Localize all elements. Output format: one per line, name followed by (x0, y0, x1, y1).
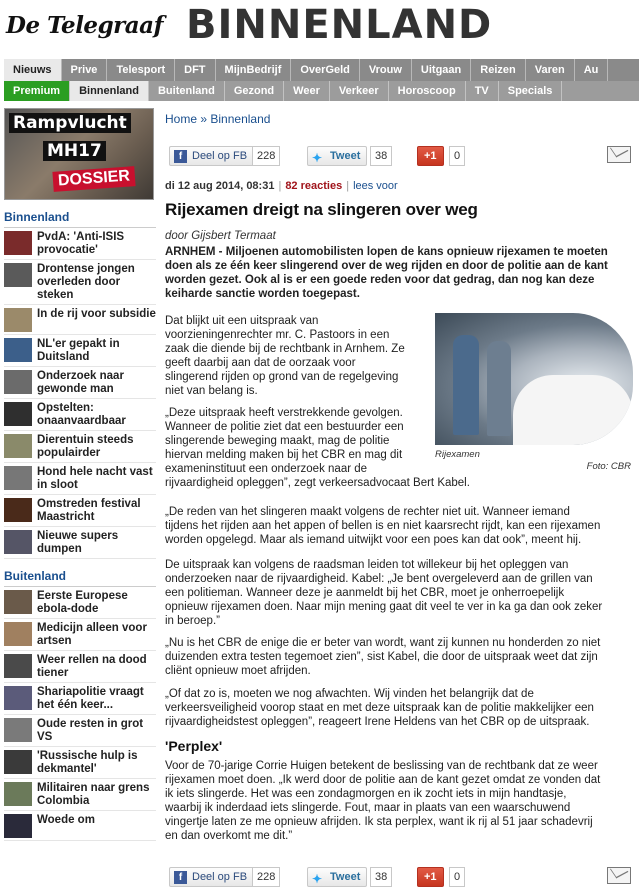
google-plus-button-bottom[interactable]: +1 (417, 867, 444, 887)
list-item[interactable] (4, 811, 156, 841)
thumbnail (4, 750, 32, 774)
photo-caption: Rijexamen (435, 449, 480, 460)
list-item-title: Onderzoek naar gewonde man (37, 370, 124, 395)
nav-item-premium[interactable]: Premium (4, 81, 70, 101)
facebook-icon: f (174, 150, 187, 163)
list-item-title: Woede om (37, 814, 95, 826)
list-item[interactable] (4, 463, 156, 495)
text-line: een politieman. Wanneer deze je aanmeldt bij het CBR, moet je onherroepelijk (165, 587, 565, 599)
breadcrumb (165, 112, 639, 126)
email-icon[interactable] (607, 867, 631, 884)
list-item-title: Hond hele nacht vast in sloot (37, 466, 153, 491)
thumbnail (4, 466, 32, 490)
list-item[interactable] (4, 228, 156, 260)
thumbnail (4, 498, 32, 522)
twitter-icon: ✦ (312, 872, 323, 886)
list-item[interactable] (4, 527, 156, 559)
text-line: vingertje laten ze me opnieuw afrijden. Ik sta perplex, want ik rij al 51 jaar schadevrij (165, 816, 593, 828)
text-line: „Deze uitspraak heeft verstrekkende gevolgen. (165, 407, 403, 419)
list-item-title: Militairen naar grens Colombia (37, 782, 150, 807)
text-line: rijvaardigheid opleggen”, zegt verkeersadvocaat Bert Kabel. (165, 477, 470, 489)
text-line: Dat blijkt uit een uitspraak van (165, 315, 319, 327)
text-line: geeft daarbij aan dat de oorzaak voor (165, 357, 356, 369)
nav-item-overgeld[interactable]: OverGeld (291, 59, 360, 81)
buitenland-list (4, 587, 156, 841)
text-line: hiervan melding maken bij het CBR en mag dit (165, 449, 403, 461)
tw-count: 38 (370, 146, 392, 166)
tw-count: 38 (370, 867, 392, 887)
reactions-link[interactable]: 82 reacties (285, 180, 343, 192)
paragraph-4 (165, 558, 602, 628)
paragraph-7 (165, 759, 600, 843)
text-line: De uitspraak kan volgens de raadsman leiden tot willekeur bij het opleggen van (165, 559, 569, 571)
thumbnail (4, 231, 32, 255)
list-item-title: Opstelten: onaanvaardbaar (37, 402, 126, 427)
nav-item-mijnbedrijf[interactable]: MijnBedrijf (216, 59, 292, 81)
google-plus-button[interactable]: +1 (417, 146, 444, 166)
gp-count: 0 (449, 867, 465, 887)
list-item-title: Drontense jongen overleden door steken (37, 263, 135, 301)
list-item[interactable] (4, 715, 156, 747)
text-line: in beroep.” (165, 615, 220, 627)
mh17-dossier-banner[interactable] (4, 108, 154, 200)
text-line: ik iets slingerde. Het was een zondagmorgen en ik zocht iets in mijn handtasje, (165, 788, 567, 800)
nav-item-telesport[interactable]: Telesport (107, 59, 175, 81)
dossier-badge: DOSSIER (52, 166, 135, 192)
site-header (0, 0, 639, 56)
nav-item-nieuws[interactable]: Nieuws (4, 59, 62, 81)
paragraph-3 (165, 505, 600, 547)
list-item[interactable] (4, 779, 156, 811)
nav-item-tv[interactable]: TV (466, 81, 499, 101)
article (165, 108, 639, 886)
thumbnail (4, 263, 32, 287)
text-line: verkeersveiligheid voorop staat en met deze uitspraak kan de politie makkelijker een (165, 702, 594, 714)
text-line: exameninstituut een onderzoek naar de (165, 463, 368, 475)
nav-item-specials[interactable]: Specials (499, 81, 563, 101)
nav-item-vrouw[interactable]: Vrouw (360, 59, 412, 81)
list-item-title: Eerste Europese ebola-dode (37, 590, 128, 615)
list-item[interactable] (4, 367, 156, 399)
list-item-title: PvdA: 'Anti-ISIS provocatie' (37, 231, 125, 256)
list-item-title: Dierentuin steeds populairder (37, 434, 134, 459)
text-line: „Of dat zo is, moeten we nog afwachten. Wij vinden het belangrijk dat de (165, 688, 534, 700)
article-meta: di 12 aug 2014, 08:31 | 82 reacties | lees voor (165, 180, 398, 192)
facebook-share-button[interactable] (169, 146, 254, 166)
tw-label: Tweet (330, 871, 361, 883)
thumbnail (4, 530, 32, 554)
text-line: zaak die diende bij de rechtbank in Arnhem. Ze (165, 343, 405, 355)
list-item-title: 'Russische hulp is dekmantel' (37, 750, 138, 775)
fb-label: Deel op FB (192, 150, 248, 162)
list-item-title: Weer rellen na dood tiener (37, 654, 147, 679)
nav-item-verkeer[interactable]: Verkeer (330, 81, 389, 101)
breadcrumb-separator: » (200, 112, 208, 126)
thumbnail (4, 622, 32, 646)
list-item-title: Omstreden festival Maastricht (37, 498, 141, 523)
site-logo[interactable]: De Telegraaf (6, 12, 163, 39)
text-line: onderzoeken naar de rijvaardigheid. Kabel: „Je bent overgeleverd aan de grillen van (165, 573, 593, 585)
article-byline: door Gijsbert Termaat (165, 230, 276, 242)
article-title: Rijexamen dreigt na slingeren over weg (165, 200, 478, 219)
list-item-title: Medicijn alleen voor artsen (37, 622, 147, 647)
text-line: rijvaardigheidstest opleggen”, reageert Irene Heldens van het CBR op de uitspraak. (165, 716, 590, 728)
sidebar-heading-binnenland[interactable]: Binnenland (4, 210, 156, 228)
breadcrumb-home[interactable]: Home (165, 112, 198, 126)
dossier-line1: Rampvlucht (9, 113, 131, 133)
binnenland-list (4, 228, 156, 559)
thumbnail (4, 338, 32, 362)
text-line: en dan overkomt me dit.” (165, 830, 293, 842)
nav-item-buitenland[interactable]: Buitenland (149, 81, 225, 101)
fb-count: 228 (252, 867, 280, 887)
article-intro: ARNHEM - Miljoenen automobilisten lopen de kans opnieuw rijexamen te moeten doen als ze één keer slingerend over de weg rijden en door de politie aan de kant worden gezet. Ook al is er een goede reden voor dat gedrag, dan nog kan deze keiharde sanctie worden toegepast. (165, 246, 608, 300)
list-item[interactable] (4, 619, 156, 651)
list-item[interactable] (4, 335, 156, 367)
text-line: rijexamen moet doen. „Ik werd door de politie aan de kant gezet omdat ze vonden dat (165, 774, 601, 786)
twitter-icon: ✦ (312, 151, 323, 165)
section-title: BINNENLAND (186, 2, 493, 48)
text-line: slingerend rijden op grond van de regelgeving (165, 371, 399, 383)
paragraph-5 (165, 636, 600, 678)
secondary-nav (4, 81, 639, 101)
read-aloud-link[interactable]: lees voor (353, 180, 398, 192)
primary-nav (4, 59, 639, 81)
text-line: Wanneer de politie ziet dat een bestuurder een (165, 421, 404, 433)
list-item-title: In de rij voor subsidie (37, 308, 156, 320)
breadcrumb-section[interactable]: Binnenland (210, 112, 271, 126)
list-item[interactable] (4, 587, 156, 619)
text-line: „Nu is het CBR de enige die er beter van wordt, want zij kunnen nu honderden zo niet (165, 637, 601, 649)
text-line: Voor de 70-jarige Corrie Huigen betekent de beslissing van de rechtbank dat ze weer (165, 760, 598, 772)
thumbnail (4, 434, 32, 458)
nav-item-reizen[interactable]: Reizen (471, 59, 525, 81)
nav-item-dft[interactable]: DFT (175, 59, 215, 81)
text-line: niet van belang is. (165, 385, 258, 397)
list-item-title: NL'er gepakt in Duitsland (37, 338, 120, 363)
list-item-title: Nieuwe supers dumpen (37, 530, 119, 555)
nav-item-weer[interactable]: Weer (284, 81, 330, 101)
photo-credit: Foto: CBR (586, 461, 631, 472)
paragraph-6 (165, 687, 594, 729)
email-icon[interactable] (607, 146, 631, 163)
list-item[interactable] (4, 747, 156, 779)
list-item[interactable] (4, 260, 156, 305)
share-bar-top (165, 146, 639, 168)
thumbnail (4, 370, 32, 394)
facebook-share-button-bottom[interactable] (169, 867, 254, 887)
nav-item-gezond[interactable]: Gezond (225, 81, 284, 101)
nav-item-binnenland[interactable]: Binnenland (70, 81, 149, 101)
text-line: voorzieningenrechter mr. C. Pastoors in een (165, 329, 390, 341)
article-date: di 12 aug 2014, 08:31 (165, 180, 275, 192)
thumbnail (4, 782, 32, 806)
thumbnail (4, 308, 32, 332)
thumbnail (4, 590, 32, 614)
share-bar-bottom (165, 867, 639, 889)
text-line: waarbij ik inderdaad iets slingerde. Fout, maar in plaats van een waarschuwend (165, 802, 571, 814)
paragraph-2 (165, 406, 470, 490)
text-line: duizenden extra testen tegemoet zien”, sist Kabel, die door de uitspraak weet dat zijn (165, 651, 598, 663)
list-item[interactable] (4, 305, 156, 335)
nav-item-varen[interactable]: Varen (526, 59, 575, 81)
tw-label: Tweet (330, 150, 361, 162)
thumbnail (4, 402, 32, 426)
list-item[interactable] (4, 431, 156, 463)
article-subheading: 'Perplex' (165, 738, 223, 754)
gp-count: 0 (449, 146, 465, 166)
list-item-title: Oude resten in grot VS (37, 718, 144, 743)
nav-item-au[interactable]: Au (575, 59, 609, 81)
facebook-icon: f (174, 871, 187, 884)
text-line: cliënt opnieuw moet afrijden. (165, 665, 311, 677)
nav-item-horoscoop[interactable]: Horoscoop (389, 81, 466, 101)
thumbnail (4, 686, 32, 710)
nav-item-prive[interactable]: Prive (62, 59, 108, 81)
text-line: opnieuw rijexamen doen. Naar mijn mening gaat dit veel te ver in ka ga dan ook zeker (165, 601, 603, 613)
thumbnail (4, 718, 32, 742)
tweet-button-bottom[interactable] (307, 867, 367, 887)
fb-label: Deel op FB (192, 871, 248, 883)
sidebar (4, 108, 156, 841)
thumbnail (4, 814, 32, 838)
list-item-title: Shariapolitie vraagt het één keer... (37, 686, 144, 711)
text-line: „De reden van het slingeren maakt volgens de rechter niet uit. Wanneer iemand (165, 506, 570, 518)
sidebar-heading-buitenland[interactable]: Buitenland (4, 569, 156, 587)
fb-count: 228 (252, 146, 280, 166)
tweet-button[interactable] (307, 146, 367, 166)
list-item[interactable] (4, 683, 156, 715)
thumbnail (4, 654, 32, 678)
nav-item-uitgaan[interactable]: Uitgaan (412, 59, 471, 81)
list-item[interactable] (4, 495, 156, 527)
list-item[interactable] (4, 651, 156, 683)
text-line: tijdens het rijden aan het appen of bellen is en niet kaarsrecht rijdt, kan een rijexamen (165, 520, 601, 532)
text-line: worden opgelegd. Maar als iemand uitwijkt voor een poes kan dat ook”, meent hij. (165, 534, 582, 546)
paragraph-1 (165, 314, 405, 398)
list-item[interactable] (4, 399, 156, 431)
dossier-line2: MH17 (43, 141, 106, 161)
text-line: slingerende beweging maakt, mag de politie (165, 435, 390, 447)
